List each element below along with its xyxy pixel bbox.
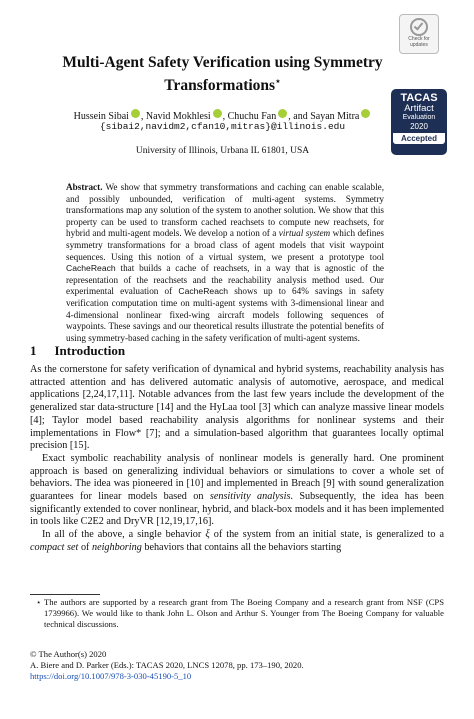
- author-name: Chuchu Fan: [227, 111, 277, 122]
- abstract-emphasis: virtual system: [278, 228, 331, 239]
- proceedings-line: A. Biere and D. Parker (Eds.): TACAS 2020, LNCS 12078, pp. 173–190, 2020.: [30, 660, 304, 670]
- section-title: Introduction: [54, 343, 126, 358]
- author-separator: ,: [140, 111, 146, 122]
- orcid-icon[interactable]: [361, 109, 370, 118]
- body-text: [30, 364, 444, 555]
- footnote-text: The authors are supported by a research grant from The Boeing Company and a research grant from NSF (CPS 1739966). We would like to thank John L. Olson and Arthur S. Younger from The Boeing Company for valuable technical discussions.: [44, 597, 444, 629]
- abstract-label: Abstract.: [66, 182, 103, 192]
- orcid-icon[interactable]: [213, 109, 222, 118]
- body-emphasis: compact set: [30, 541, 79, 553]
- check-circle-icon: [410, 18, 428, 36]
- tacas-badge-title: TACAS: [400, 92, 438, 104]
- author-name: Sayan Mitra: [310, 111, 360, 122]
- author-name: Hussein Sibai: [73, 111, 129, 122]
- doi-link[interactable]: https://doi.org/10.1007/978-3-030-45190-5_10: [30, 671, 192, 681]
- body-text-run: behaviors that contains all the behaviors starting: [141, 541, 342, 553]
- math-symbol-xi: ξ: [205, 529, 210, 541]
- tacas-badge-evaluation: Evaluation: [402, 114, 436, 121]
- body-text-run: of the system from an initial state, is generalized to a: [209, 529, 444, 541]
- tacas-badge-year: 2020: [410, 122, 428, 131]
- orcid-icon[interactable]: [278, 109, 287, 118]
- tacas-badge-accepted: Accepted: [393, 133, 445, 144]
- author-emails: {sibai2,navidm2,cfan10,mitras}@illinois.edu: [99, 121, 346, 132]
- abstract-text: which defines symmetry transformations for a broad class of agent models that visit waypoint sequences. Using this notion of a virtual system, we present a prototype tool: [66, 228, 384, 262]
- author-separator: ,: [222, 111, 228, 122]
- section-heading: [30, 343, 125, 359]
- copyright-block: [30, 649, 444, 682]
- paper-title: [45, 53, 400, 95]
- check-badge-line-1: Check for: [408, 36, 430, 42]
- check-badge-line-2: updates: [410, 41, 428, 48]
- body-emphasis: sensitivity analysis: [209, 491, 291, 503]
- affiliation: University of Illinois, Urbana IL 61801, USA: [135, 146, 310, 156]
- section-number: 1: [30, 343, 37, 358]
- body-paragraph: [30, 453, 444, 529]
- abstract-text: that builds a cache of reachsets, in a way that is agnostic of the representation of the reachsets and the reachability analysis method used. Our experimental evaluation of: [66, 263, 384, 297]
- body-text-run: of: [78, 541, 92, 553]
- body-emphasis: neighboring: [91, 541, 142, 553]
- author-name: Navid Mokhlesi: [145, 111, 211, 122]
- tool-name: CacheReach: [66, 263, 116, 274]
- abstract-text: We show that symmetry transformations and caching can enable scalable, and possibly unbounded, verification of multi-agent systems. Symmetry transformations map any solution of the system to another solution. We show that this property can be used to transform cached reachsets to compute new reachsets, for hybrid and multi-agent models. We develop a notion of a: [66, 182, 384, 239]
- body-text-run: In all of the above, a single behavior: [42, 529, 206, 541]
- footnote-mark: ⋆: [36, 597, 42, 607]
- title-line-1: Multi-Agent Safety Verification using Symmetry: [62, 54, 383, 71]
- tacas-badge-artifact: Artifact: [404, 103, 434, 114]
- copyright-line: © The Author(s) 2020: [30, 649, 107, 659]
- footnote: [30, 597, 444, 630]
- abstract-text: shows up to 64% savings in safety verification computation time on multi-agent systems with 3-dimensional linear and 4-dimensional nonlinear fixed-wing aircraft models following sequences of waypoints. These savings and our theoretical results illustrate the potential benefits of using symmetry-based caching in the safety verification of multi-agent systems.: [66, 286, 384, 343]
- check-for-updates-badge[interactable]: [399, 14, 439, 54]
- tool-name: CacheReach: [178, 286, 229, 297]
- orcid-icon[interactable]: [131, 109, 140, 118]
- abstract: [66, 182, 384, 344]
- body-text-run: Exact symbolic reachability analysis of nonlinear models is generally hard. One prominent approach is based on generalizing individual behaviors or simulations to cover a whole set of behaviors. The idea was pioneered in [10] and implemented in Breach [9] with sound generalization guarantees for linear models based on: [30, 452, 444, 503]
- footnote-rule: [30, 594, 100, 595]
- title-line-2: Transformations: [164, 77, 276, 95]
- title-footnote-star[interactable]: ⋆: [275, 76, 281, 86]
- body-text-run: . Subsequently, the idea has been significantly extended to cover nonlinear, hybrid, and black-box models and it has been implemented in tools like C2E2 and DryVR [12,19,17,16].: [30, 491, 444, 528]
- author-separator: , and: [288, 111, 311, 122]
- body-paragraph: As the cornerstone for safety verification of dynamical and hybrid systems, reachability analysis has attracted attention and has delivered automatic analysis of automotive, aerospace, and medical applications [2,24,17,11]. Notable advances from the last few years include the development of the generalized star data-structure [14] and the HyLaa tool [3] which can analyze massive linear models [4]; Taylor model based reachability analysis algorithms for nonlinear systems and their implementations in Flow* [7]; and a simulation-based algorithm that guarantees locally optimal precision [15].: [30, 364, 444, 452]
- body-paragraph: [30, 529, 444, 554]
